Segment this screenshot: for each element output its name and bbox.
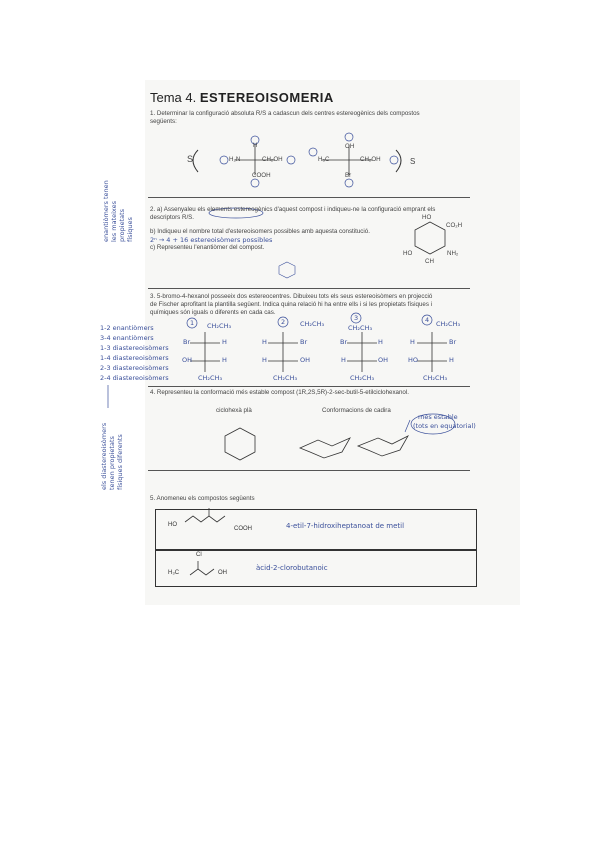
q4-note-equatorial: (tots en equatorial) xyxy=(413,422,476,430)
q1-m2-left: H₃C xyxy=(318,156,330,163)
q1-m2-bottom: Br xyxy=(345,172,352,179)
q2-struct-nh2: NH₂ xyxy=(447,250,459,257)
q5-text: 5. Anomeneu els compostos següents xyxy=(150,495,255,502)
q5-answer-2: àcid-2-clorobutanoic xyxy=(256,564,328,572)
margin-pairs: 1-2 enantiòmers 3-4 enantiòmers 1-3 diastereoisòmers 1-4 diastereoisòmers 2-3 diastereoisòmers 2-4 diastereoisòmers xyxy=(100,324,169,382)
q5-row-1: HO COOH 4-etil-7-hidroxiheptanoat de metil xyxy=(155,509,477,551)
q2-struct-oh: HO xyxy=(403,250,413,257)
q1-m1-left: H₂N xyxy=(229,156,241,163)
q2-struct-ch: CH xyxy=(425,258,434,265)
q5-row-2: Cl H₃C OH àcid-2-clorobutanoic xyxy=(155,549,477,587)
q4-chair-label: Conformacions de cadira xyxy=(322,407,391,414)
q2-text: 2. a) Assenyaleu els elements estereogènics d'aquest compost i indiqueu-ne la configuració emprant els descriptors R/S. b) Indiqueu el nombre total d'estereoisomers possibles amb aquesta constitució. 2ⁿ → 4 + 16 estereoisòmers possibles c) Representeu l'enantiòmer del compost. xyxy=(150,206,436,251)
q1-m2-top: OH xyxy=(345,143,355,150)
q1-text: 1. Determinar la configuració absoluta R/S a cadascun dels centres estereogènics dels compostos següents: xyxy=(150,110,420,125)
tema-title: ESTEREOISOMERIA xyxy=(199,90,334,105)
divider xyxy=(148,386,470,387)
q1-m1-bottom: COOH xyxy=(252,172,271,179)
q1-m2-right: CH₂OH xyxy=(360,156,381,163)
divider xyxy=(148,470,470,471)
q5-answer-1: 4-etil-7-hidroxiheptanoat de metil xyxy=(286,522,405,530)
tema-label: Tema 4. xyxy=(150,90,197,105)
margin-note-diastereoisomers: els diastereoisòmers tenen propietats físiques diferents xyxy=(100,422,124,490)
divider xyxy=(148,288,470,289)
q1-m1-top: H xyxy=(253,142,258,149)
q2-struct-co2h: CO₂H xyxy=(446,222,463,229)
q1-config-right: S xyxy=(410,157,416,166)
margin-note-enantiomers: enantiòmers tenen les mateixes propietats físiques xyxy=(102,180,134,242)
q4-text: 4. Representeu la conformació més estable compost (1R,2S,5R)-2-sec-butil-5-etilciclohexanol. xyxy=(150,389,409,396)
q3-text: 3. 5-bromo-4-hexanol posseeix dos estereocentres. Dibuixeu tots els seus estereoisòmers en projecció de Fischer aprofitant la plantilla següent. Indica quina relació hi ha entre ells i si les propietats físiques i químiques són iguals o diferents en cada cas. xyxy=(150,293,433,316)
q1-m1-right: CH₂OH xyxy=(262,156,283,163)
q2-struct-ho: HO xyxy=(422,214,432,221)
q4-flat-label: ciclohexà plà xyxy=(216,407,252,414)
divider xyxy=(148,197,470,198)
q4-note-stable: més estable xyxy=(418,413,458,421)
q1-config-left: S xyxy=(187,154,194,164)
